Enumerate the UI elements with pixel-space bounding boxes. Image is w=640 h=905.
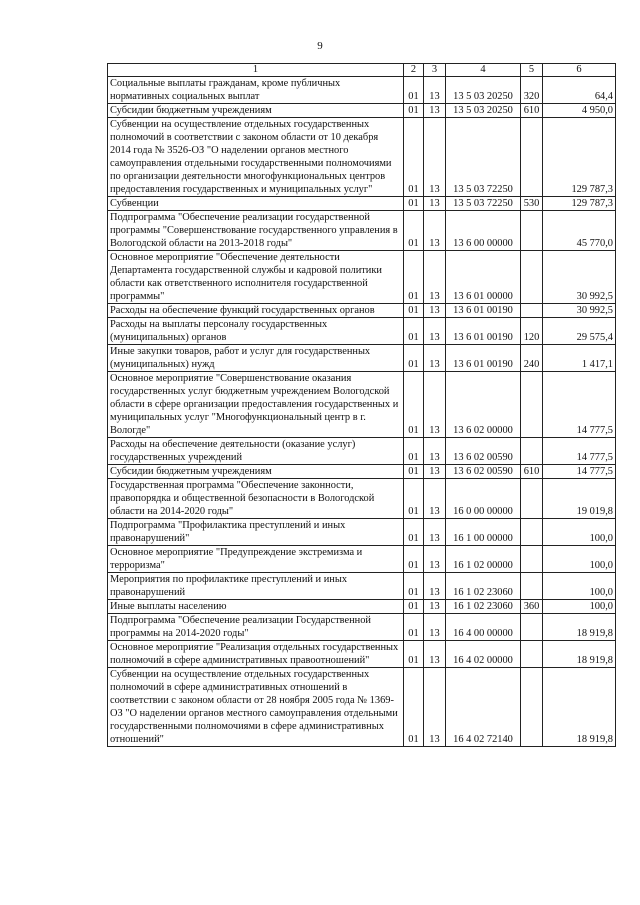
target-article-cell: 16 4 02 00000 xyxy=(446,641,521,668)
section-cell: 01 xyxy=(404,372,424,438)
subsection-cell: 13 xyxy=(424,614,446,641)
subsection-cell: 13 xyxy=(424,546,446,573)
expense-type-cell xyxy=(521,641,543,668)
amount-cell: 30 992,5 xyxy=(543,251,616,304)
section-cell: 01 xyxy=(404,118,424,197)
expense-type-cell xyxy=(521,546,543,573)
table-row xyxy=(108,519,616,546)
section-cell: 01 xyxy=(404,104,424,118)
target-article-cell: 13 6 01 00190 xyxy=(446,304,521,318)
header-row xyxy=(108,64,616,77)
section-cell: 01 xyxy=(404,304,424,318)
expense-type-cell: 320 xyxy=(521,77,543,104)
subsection-cell: 13 xyxy=(424,211,446,251)
expense-type-cell xyxy=(521,573,543,600)
target-article-cell: 16 4 02 72140 xyxy=(446,668,521,747)
target-article-cell: 13 6 01 00190 xyxy=(446,318,521,345)
amount-cell: 18 919,8 xyxy=(543,668,616,747)
expense-type-cell xyxy=(521,251,543,304)
page-number: 9 xyxy=(317,40,323,52)
row-name: Государственная программа "Обеспечение законности, правопорядка и общественной безопасности в Вологодской области на 2014-2020 годы" xyxy=(108,479,404,519)
expense-type-cell: 610 xyxy=(521,465,543,479)
row-name: Субсидии бюджетным учреждениям xyxy=(108,104,404,118)
amount-cell: 129 787,3 xyxy=(543,118,616,197)
target-article-cell: 13 6 02 00590 xyxy=(446,438,521,465)
amount-cell: 14 777,5 xyxy=(543,438,616,465)
subsection-cell: 13 xyxy=(424,372,446,438)
section-cell: 01 xyxy=(404,77,424,104)
section-cell: 01 xyxy=(404,600,424,614)
expense-type-cell xyxy=(521,211,543,251)
amount-cell: 14 777,5 xyxy=(543,465,616,479)
row-name: Субвенции на осуществление отдельных государственных полномочий в соответствии с законом области от 10 декабря 2014 года № 3526-ОЗ "О наделении органов местного самоуправления отдельными государственными полномочиями по организации деятельности многофункциональных центров предоставления государственных и муниципальных услуг" xyxy=(108,118,404,197)
section-cell: 01 xyxy=(404,479,424,519)
section-cell: 01 xyxy=(404,251,424,304)
row-name: Расходы на обеспечение функций государственных органов xyxy=(108,304,404,318)
amount-cell: 18 919,8 xyxy=(543,614,616,641)
section-cell: 01 xyxy=(404,519,424,546)
section-cell: 01 xyxy=(404,668,424,747)
section-cell: 01 xyxy=(404,573,424,600)
amount-cell: 100,0 xyxy=(543,546,616,573)
header-cell: 4 xyxy=(446,64,521,77)
target-article-cell: 16 1 02 00000 xyxy=(446,546,521,573)
table-row xyxy=(108,465,616,479)
table-row xyxy=(108,573,616,600)
table-row xyxy=(108,251,616,304)
subsection-cell: 13 xyxy=(424,251,446,304)
amount-cell: 19 019,8 xyxy=(543,479,616,519)
row-name: Подпрограмма "Обеспечение реализации Государственной программы на 2014-2020 годы" xyxy=(108,614,404,641)
target-article-cell: 13 6 00 00000 xyxy=(446,211,521,251)
subsection-cell: 13 xyxy=(424,104,446,118)
expense-type-cell: 530 xyxy=(521,197,543,211)
row-name: Подпрограмма "Профилактика преступлений и иных правонарушений" xyxy=(108,519,404,546)
subsection-cell: 13 xyxy=(424,668,446,747)
expense-type-cell xyxy=(521,519,543,546)
expense-type-cell xyxy=(521,372,543,438)
section-cell: 01 xyxy=(404,641,424,668)
row-name: Социальные выплаты гражданам, кроме публичных нормативных социальных выплат xyxy=(108,77,404,104)
expense-type-cell xyxy=(521,479,543,519)
target-article-cell: 13 5 03 72250 xyxy=(446,118,521,197)
row-name: Основное мероприятие "Реализация отдельных государственных полномочий в сфере административных правоотношений" xyxy=(108,641,404,668)
table-row xyxy=(108,211,616,251)
subsection-cell: 13 xyxy=(424,465,446,479)
subsection-cell: 13 xyxy=(424,600,446,614)
expense-type-cell xyxy=(521,438,543,465)
table-row xyxy=(108,546,616,573)
amount-cell: 1 417,1 xyxy=(543,345,616,372)
target-article-cell: 16 1 02 23060 xyxy=(446,600,521,614)
amount-cell: 4 950,0 xyxy=(543,104,616,118)
row-name: Подпрограмма "Обеспечение реализации государственной программы "Совершенствование государственного управления в Вологодской области на 2013-2018 годы" xyxy=(108,211,404,251)
row-name: Расходы на выплаты персоналу государственных (муниципальных) органов xyxy=(108,318,404,345)
table-row xyxy=(108,345,616,372)
row-name: Основное мероприятие "Предупреждение экстремизма и терроризма" xyxy=(108,546,404,573)
subsection-cell: 13 xyxy=(424,438,446,465)
subsection-cell: 13 xyxy=(424,118,446,197)
subsection-cell: 13 xyxy=(424,77,446,104)
table-row xyxy=(108,304,616,318)
row-name: Основное мероприятие "Обеспечение деятельности Департамента государственной службы и кадровой политики области как ответственного исполнителя государственной программы" xyxy=(108,251,404,304)
subsection-cell: 13 xyxy=(424,304,446,318)
table-row xyxy=(108,614,616,641)
amount-cell: 100,0 xyxy=(543,519,616,546)
subsection-cell: 13 xyxy=(424,519,446,546)
table-row xyxy=(108,668,616,747)
target-article-cell: 13 6 02 00590 xyxy=(446,465,521,479)
expense-type-cell: 610 xyxy=(521,104,543,118)
target-article-cell: 13 6 02 00000 xyxy=(446,372,521,438)
subsection-cell: 13 xyxy=(424,573,446,600)
header-cell: 6 xyxy=(543,64,616,77)
amount-cell: 14 777,5 xyxy=(543,372,616,438)
subsection-cell: 13 xyxy=(424,641,446,668)
row-name: Иные выплаты населению xyxy=(108,600,404,614)
table-row xyxy=(108,104,616,118)
amount-cell: 100,0 xyxy=(543,573,616,600)
amount-cell: 100,0 xyxy=(543,600,616,614)
subsection-cell: 13 xyxy=(424,345,446,372)
section-cell: 01 xyxy=(404,614,424,641)
target-article-cell: 16 1 02 23060 xyxy=(446,573,521,600)
row-name: Субвенции на осуществление отдельных государственных полномочий в сфере административных отношений в соответствии с законом области от 28 ноября 2005 года № 1369-ОЗ "О наделении органов местного самоуправления отдельными государственными полномочиями в сфере административных отношений" xyxy=(108,668,404,747)
table-row xyxy=(108,118,616,197)
amount-cell: 18 919,8 xyxy=(543,641,616,668)
table-row xyxy=(108,600,616,614)
amount-cell: 30 992,5 xyxy=(543,304,616,318)
budget-table xyxy=(107,63,616,747)
table-row xyxy=(108,641,616,668)
subsection-cell: 13 xyxy=(424,318,446,345)
section-cell: 01 xyxy=(404,546,424,573)
table-row xyxy=(108,372,616,438)
section-cell: 01 xyxy=(404,345,424,372)
target-article-cell: 16 1 00 00000 xyxy=(446,519,521,546)
header-cell: 2 xyxy=(404,64,424,77)
table-row xyxy=(108,318,616,345)
target-article-cell: 16 0 00 00000 xyxy=(446,479,521,519)
header-cell: 1 xyxy=(108,64,404,77)
target-article-cell: 13 5 03 20250 xyxy=(446,77,521,104)
target-article-cell: 13 5 03 20250 xyxy=(446,104,521,118)
row-name: Мероприятия по профилактике преступлений и иных правонарушений xyxy=(108,573,404,600)
table-row xyxy=(108,197,616,211)
section-cell: 01 xyxy=(404,197,424,211)
row-name: Субвенции xyxy=(108,197,404,211)
amount-cell: 129 787,3 xyxy=(543,197,616,211)
header-cell: 5 xyxy=(521,64,543,77)
table-row xyxy=(108,77,616,104)
amount-cell: 29 575,4 xyxy=(543,318,616,345)
row-name: Расходы на обеспечение деятельности (оказание услуг) государственных учреждений xyxy=(108,438,404,465)
table-row xyxy=(108,479,616,519)
header-cell: 3 xyxy=(424,64,446,77)
target-article-cell: 13 5 03 72250 xyxy=(446,197,521,211)
row-name: Иные закупки товаров, работ и услуг для государственных (муниципальных) нужд xyxy=(108,345,404,372)
section-cell: 01 xyxy=(404,465,424,479)
section-cell: 01 xyxy=(404,318,424,345)
table-row xyxy=(108,438,616,465)
row-name: Субсидии бюджетным учреждениям xyxy=(108,465,404,479)
target-article-cell: 13 6 01 00190 xyxy=(446,345,521,372)
amount-cell: 64,4 xyxy=(543,77,616,104)
subsection-cell: 13 xyxy=(424,197,446,211)
expense-type-cell: 240 xyxy=(521,345,543,372)
amount-cell: 45 770,0 xyxy=(543,211,616,251)
expense-type-cell xyxy=(521,668,543,747)
row-name: Основное мероприятие "Совершенствование оказания государственных услуг бюджетным учреждением Вологодской области в сфере организации предоставления государственных и муниципальных услуг "Многофункциональный центр в г. Вологде" xyxy=(108,372,404,438)
expense-type-cell xyxy=(521,304,543,318)
target-article-cell: 16 4 00 00000 xyxy=(446,614,521,641)
expense-type-cell: 360 xyxy=(521,600,543,614)
section-cell: 01 xyxy=(404,438,424,465)
target-article-cell: 13 6 01 00000 xyxy=(446,251,521,304)
expense-type-cell: 120 xyxy=(521,318,543,345)
subsection-cell: 13 xyxy=(424,479,446,519)
expense-type-cell xyxy=(521,118,543,197)
expense-type-cell xyxy=(521,614,543,641)
section-cell: 01 xyxy=(404,211,424,251)
